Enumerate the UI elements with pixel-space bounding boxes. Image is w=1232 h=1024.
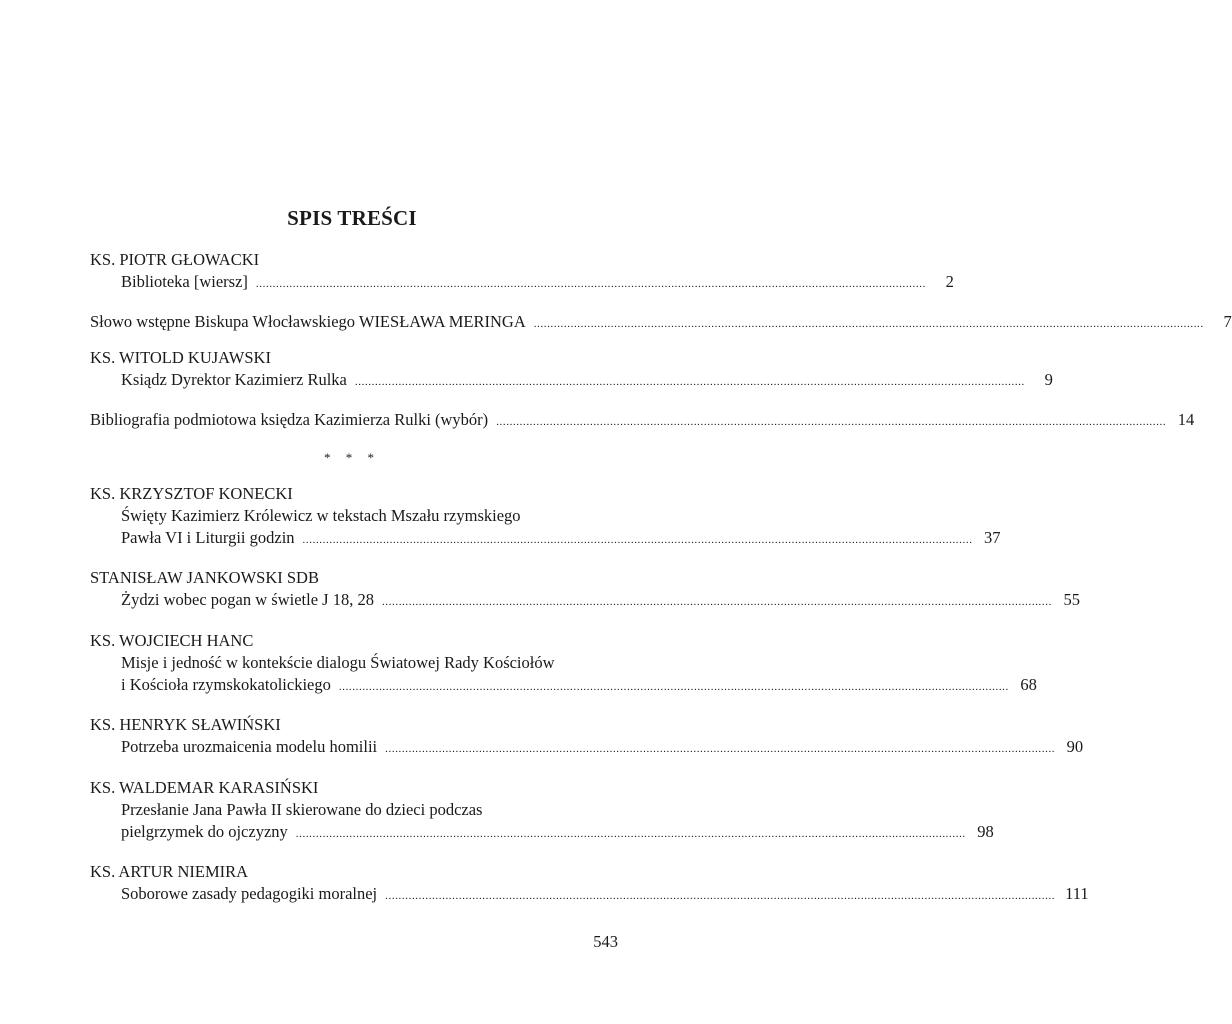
toc-author: KS. PIOTR GŁOWACKI: [90, 250, 260, 269]
toc-entry-title: Bibliografia podmiotowa księdza Kazimierza Rulki (wybór): [90, 410, 489, 429]
dot-leader: ........................................................................................................................................................................................................: [302, 534, 973, 546]
toc-entry-row: [121, 369, 1053, 393]
dot-leader: ........................................................................................................................................................................................................: [255, 278, 926, 290]
toc-author: KS. WALDEMAR KARASIŃSKI: [90, 778, 319, 797]
dot-leader: ........................................................................................................................................................................................................: [385, 743, 1056, 755]
toc-author: KS. WOJCIECH HANC: [90, 631, 254, 650]
toc-page-number: 2: [945, 272, 954, 291]
toc-entry-row: [121, 271, 954, 295]
toc-entry-title: Żydzi wobec pogan w świetle J 18, 28: [121, 590, 374, 609]
toc-entry-title: Potrzeba urozmaicenia modelu homilii: [121, 737, 378, 756]
toc-entry-title: Ksiądz Dyrektor Kazimierz Rulka: [121, 370, 347, 389]
toc-entry-title: pielgrzymek do ojczyzny: [121, 822, 288, 841]
toc-entry-title-line: Święty Kazimierz Królewicz w tekstach Mszału rzymskiego: [121, 506, 521, 525]
toc-page-number: 37: [984, 528, 1001, 547]
toc-entry-row: [121, 821, 994, 845]
dot-leader: ........................................................................................................................................................................................................: [381, 596, 1052, 608]
dot-leader: ........................................................................................................................................................................................................: [533, 318, 1204, 330]
toc-entry-title: i Kościoła rzymskokatolickiego: [121, 675, 331, 694]
toc-entry-title: Słowo wstępne Biskupa Włocławskiego WIESŁAWA MERINGA: [90, 312, 526, 331]
toc-page-number: 14: [1177, 410, 1195, 429]
dot-leader: ........................................................................................................................................................................................................: [338, 681, 1009, 693]
dot-leader: ........................................................................................................................................................................................................: [295, 828, 966, 840]
toc-entry-title-line: Przesłanie Jana Pawła II skierowane do dzieci podczas: [121, 800, 483, 819]
toc-entry-title: Soborowe zasady pedagogiki moralnej: [121, 884, 378, 903]
toc-page-number: 111: [1065, 884, 1089, 903]
toc-author: KS. ARTUR NIEMIRA: [90, 862, 249, 881]
dot-leader: ........................................................................................................................................................................................................: [496, 416, 1167, 428]
toc-author: STANISŁAW JANKOWSKI SDB: [90, 568, 319, 587]
section-separator: * * *: [324, 450, 380, 465]
toc-entry-row: [121, 589, 1080, 613]
toc-page-number: 7: [1223, 312, 1232, 331]
toc-entry-row: [121, 674, 1037, 698]
toc-entry-row: [121, 883, 1089, 907]
toc-page-number: 55: [1063, 590, 1080, 609]
toc-entry-row: [90, 409, 1195, 433]
toc-entry-title: Biblioteka [wiersz]: [121, 272, 248, 291]
toc-entry-title: Pawła VI i Liturgii godzin: [121, 528, 295, 547]
toc-author: KS. HENRYK SŁAWIŃSKI: [90, 715, 281, 734]
toc-author: KS. KRZYSZTOF KONECKI: [90, 484, 293, 503]
toc-author: KS. WITOLD KUJAWSKI: [90, 348, 271, 367]
toc-page-number: 98: [977, 822, 994, 841]
page-title: SPIS TREŚCI: [287, 206, 417, 230]
toc-entry-row: [90, 311, 1232, 335]
toc-entry-title-line: Misje i jedność w kontekście dialogu Światowej Rady Kościołów: [121, 653, 555, 672]
toc-entry-row: [121, 736, 1084, 760]
toc-page-number: 90: [1066, 737, 1084, 756]
page-number: 543: [593, 932, 618, 951]
toc-entry-row: [121, 527, 1001, 551]
toc-page-number: 68: [1020, 675, 1037, 694]
dot-leader: ........................................................................................................................................................................................................: [354, 376, 1025, 388]
toc-page-number: 9: [1044, 370, 1053, 389]
dot-leader: ........................................................................................................................................................................................................: [385, 890, 1056, 902]
